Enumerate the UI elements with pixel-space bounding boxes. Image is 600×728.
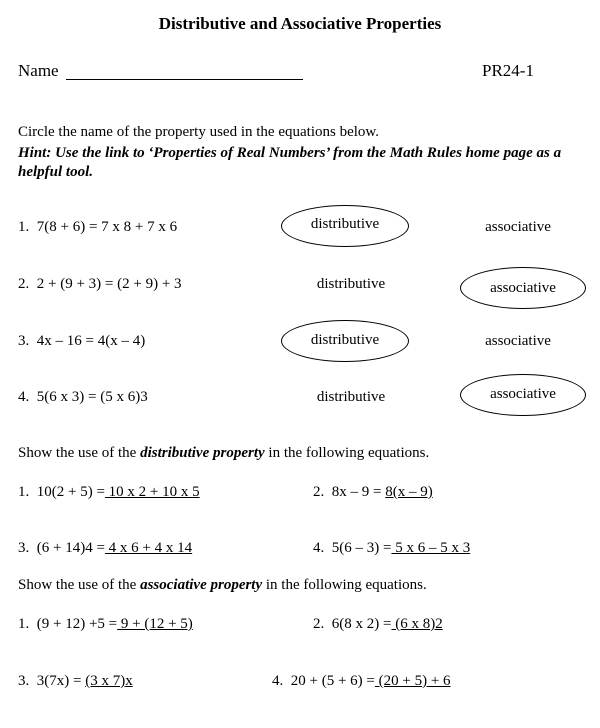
distributive-item: [313, 484, 433, 501]
item-answer[interactable]: (3 x 7)x: [85, 673, 133, 689]
question-equation: 4x – 16 = 4(x – 4): [36, 333, 146, 349]
item-left: (9 + 12) +5 =: [36, 616, 118, 632]
question-number: 2.: [18, 276, 30, 292]
option-distributive[interactable]: distributive: [310, 332, 380, 348]
distributive-item: [18, 484, 200, 501]
heading-pre: Show the use of the: [18, 577, 141, 593]
option-distributive[interactable]: distributive: [316, 389, 386, 405]
heading-pre: Show the use of the: [18, 445, 141, 461]
worksheet-code: PR24-1: [482, 61, 534, 80]
item-number: 1.: [18, 484, 30, 500]
item-answer[interactable]: 8(x – 9): [385, 484, 433, 500]
item-answer[interactable]: 9 + (12 + 5): [117, 616, 193, 632]
item-left: 8x – 9 =: [331, 484, 382, 500]
item-number: 3.: [18, 673, 30, 689]
item-left: 20 + (5 + 6) =: [290, 673, 375, 689]
name-blank-line[interactable]: [66, 79, 303, 80]
distributive-item: [18, 540, 192, 557]
associative-item: [18, 616, 193, 633]
option-associative[interactable]: associative: [485, 219, 551, 235]
question-number: 4.: [18, 389, 30, 405]
hint-text: Hint: Use the link to ‘Properties of Real Numbers’ from the Math Rules home page as a helpful tool.: [18, 145, 562, 180]
heading-post: in the following equations.: [262, 577, 427, 593]
question-equation: 2 + (9 + 3) = (2 + 9) + 3: [36, 276, 182, 292]
name-label: Name: [18, 61, 59, 80]
item-left: 3(7x) =: [36, 673, 82, 689]
question-row: [18, 389, 148, 406]
distributive-item: [313, 540, 470, 557]
item-left: 6(8 x 2) =: [331, 616, 392, 632]
question-row: [18, 333, 145, 350]
question-number: 3.: [18, 333, 30, 349]
option-associative[interactable]: associative: [490, 280, 556, 296]
associative-item: [313, 616, 443, 633]
associative-section-heading: [18, 577, 427, 594]
item-answer[interactable]: 10 x 2 + 10 x 5: [104, 484, 200, 500]
question-row: [18, 219, 177, 236]
instruction-text: Circle the name of the property used in the equations below.: [18, 124, 380, 140]
option-associative[interactable]: associative: [490, 386, 556, 402]
heading-emphasis: associative property: [140, 577, 263, 593]
heading-post: in the following equations.: [264, 445, 430, 461]
item-answer[interactable]: 5 x 6 – 5 x 3: [391, 540, 471, 556]
item-number: 2.: [313, 616, 325, 632]
distributive-section-heading: [18, 445, 429, 462]
item-left: 5(6 – 3) =: [331, 540, 392, 556]
item-left: (6 + 14)4 =: [36, 540, 105, 556]
item-answer[interactable]: (20 + 5) + 6: [374, 673, 451, 689]
question-row: [18, 276, 182, 293]
associative-item: [272, 673, 451, 690]
question-equation: 7(8 + 6) = 7 x 8 + 7 x 6: [36, 219, 178, 235]
item-answer[interactable]: (6 x 8)2: [391, 616, 443, 632]
question-equation: 5(6 x 3) = (5 x 6)3: [36, 389, 148, 405]
associative-item: [18, 673, 133, 690]
option-distributive[interactable]: distributive: [310, 216, 380, 232]
heading-emphasis: distributive property: [140, 445, 265, 461]
option-associative[interactable]: associative: [485, 333, 551, 349]
question-number: 1.: [18, 219, 30, 235]
item-number: 3.: [18, 540, 30, 556]
item-number: 4.: [272, 673, 284, 689]
option-distributive[interactable]: distributive: [316, 276, 386, 292]
item-number: 1.: [18, 616, 30, 632]
item-number: 2.: [313, 484, 325, 500]
item-answer[interactable]: 4 x 6 + 4 x 14: [104, 540, 193, 556]
page-title: Distributive and Associative Properties: [158, 14, 442, 33]
item-number: 4.: [313, 540, 325, 556]
item-left: 10(2 + 5) =: [36, 484, 105, 500]
